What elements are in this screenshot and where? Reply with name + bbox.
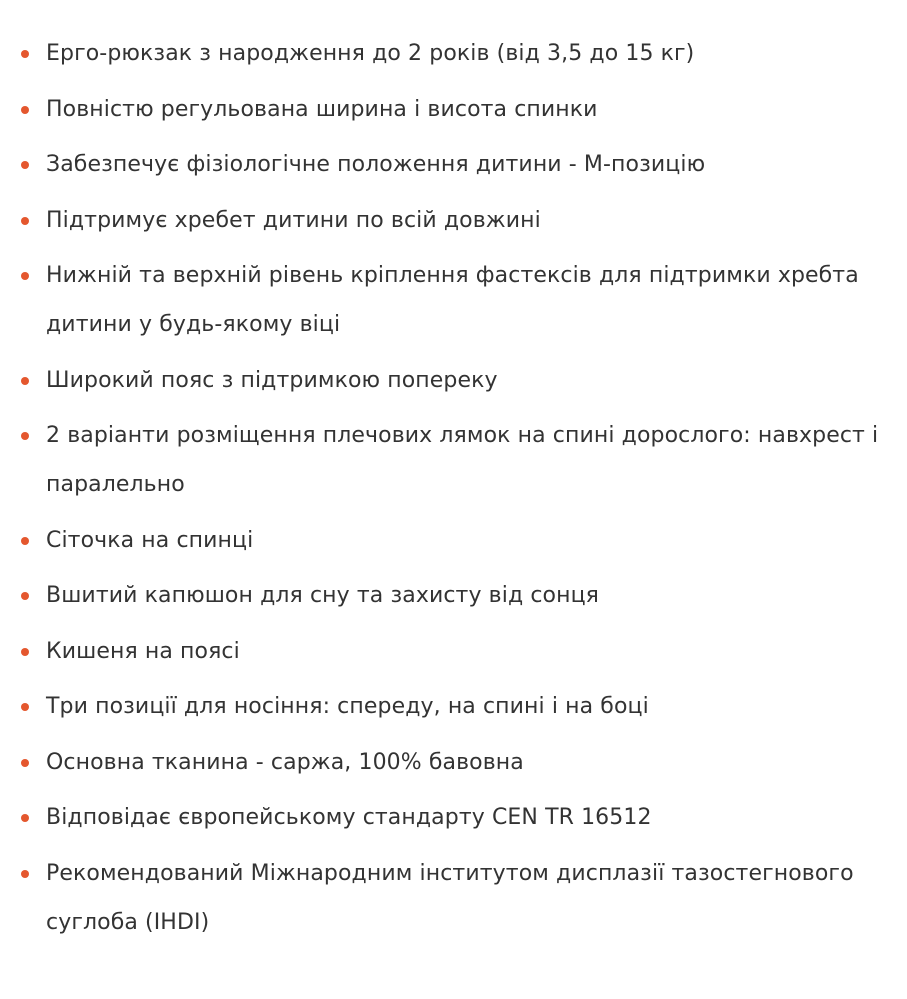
list-item-text: Три позиції для носіння: спереду, на спині і на боці — [46, 694, 649, 719]
list-item-text: Сіточка на спинці — [46, 527, 254, 553]
bullet-dot-icon — [21, 161, 29, 169]
list-item-text: Рекомендований Міжнародним інститутом дисплазії тазостегнового суглоба (IHDI) — [46, 860, 854, 935]
bullet-dot-icon — [21, 50, 29, 58]
bullet-dot-icon — [21, 272, 29, 280]
list-item-text: Повністю регульована ширина і висота спинки — [46, 96, 598, 122]
bullet-dot-icon — [21, 106, 29, 114]
list-item-text: Нижній та верхній рівень кріплення фастексів для підтримки хребта дитини у будь-якому віці — [46, 263, 859, 337]
list-item — [0, 738, 907, 787]
list-item — [0, 29, 907, 78]
list-item — [0, 571, 907, 620]
bullet-dot-icon — [21, 432, 29, 440]
list-item-text: Основна тканина - саржа, 100% бавовна — [46, 749, 524, 775]
list-item-text: Підтримує хребет дитини по всій довжині — [46, 207, 541, 233]
list-item-text: Кишеня на поясі — [46, 638, 240, 664]
list-item — [0, 682, 907, 731]
list-item — [0, 516, 907, 565]
bullet-dot-icon — [21, 814, 29, 822]
bullet-dot-icon — [21, 592, 29, 600]
list-item — [0, 251, 907, 349]
list-item — [0, 85, 907, 134]
list-item-text: Вшитий капюшон для сну та захисту від сонця — [46, 583, 599, 608]
list-item — [0, 793, 907, 842]
list-item-text: Широкий пояс з підтримкою попереку — [46, 367, 498, 393]
list-item — [0, 356, 907, 405]
list-item-text: Ерго-рюкзак з народження до 2 років (від 3,5 до 15 кг) — [46, 41, 695, 66]
bullet-dot-icon — [21, 217, 29, 225]
list-item — [0, 411, 907, 509]
list-item-text: Відповідає європейському стандарту CEN TR 16512 — [46, 805, 652, 830]
list-item — [0, 196, 907, 245]
bullet-dot-icon — [21, 759, 29, 767]
bullet-dot-icon — [21, 377, 29, 385]
list-item — [0, 849, 907, 947]
bullet-dot-icon — [21, 648, 29, 656]
list-item — [0, 627, 907, 676]
bullet-dot-icon — [21, 703, 29, 711]
bullet-dot-icon — [21, 870, 29, 878]
list-item — [0, 140, 907, 189]
list-item-text: Забезпечує фізіологічне положення дитини - М-позицію — [46, 152, 706, 177]
list-item-text: 2 варіанти розміщення плечових лямок на спині дорослого: навхрест і паралельно — [46, 423, 879, 497]
bullet-dot-icon — [21, 537, 29, 545]
